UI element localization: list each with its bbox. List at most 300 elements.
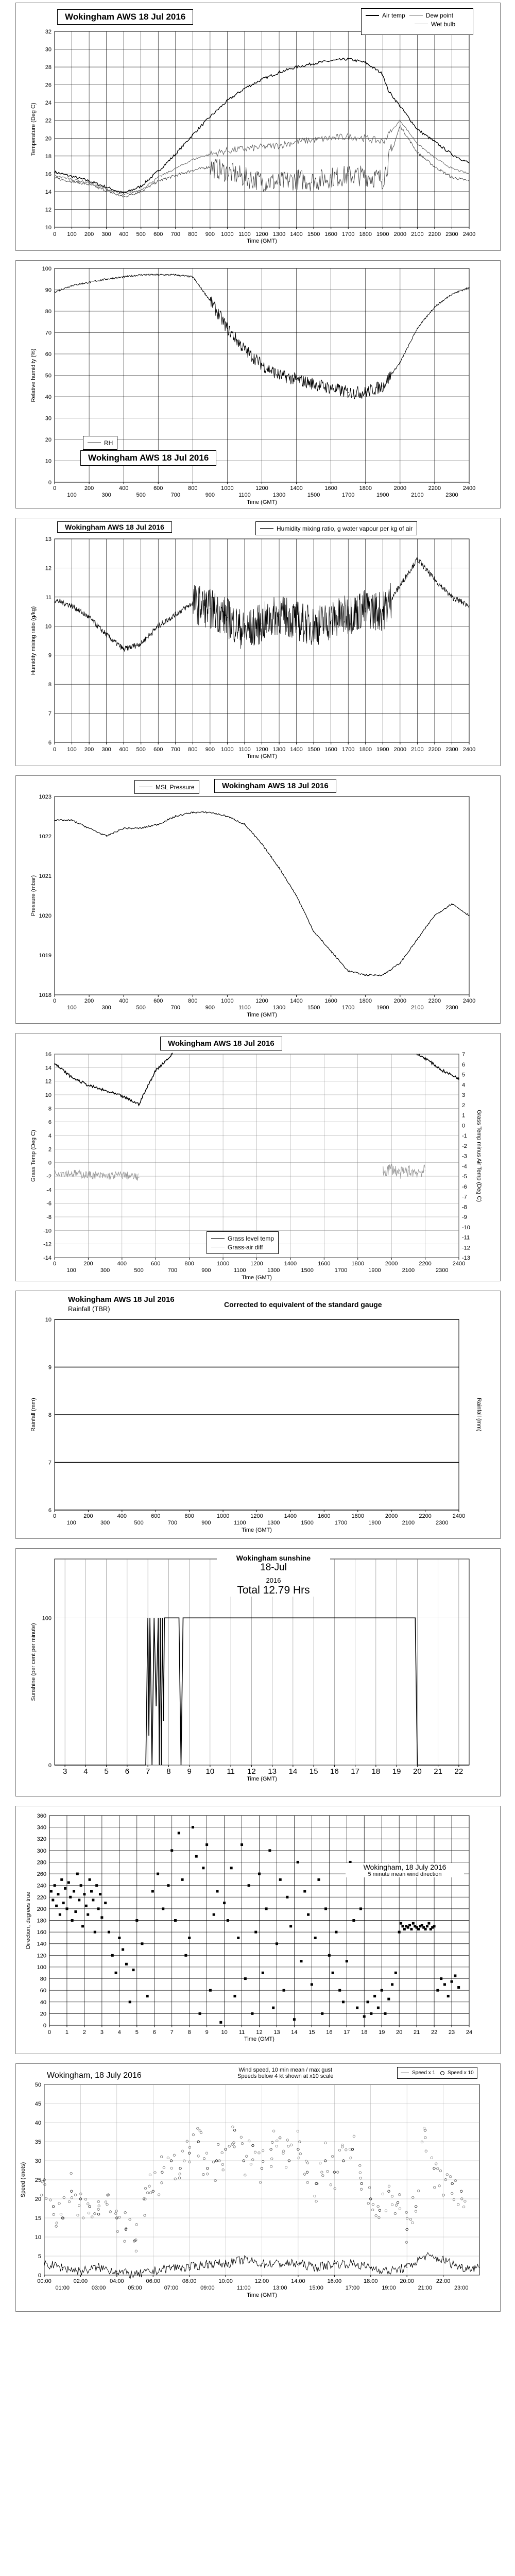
x-tick-label: 2300: [445, 492, 458, 498]
y-tick-label: 32: [45, 29, 52, 35]
speed-x1-line-point: [207, 2263, 208, 2264]
x-tick-label: 1000: [216, 1261, 230, 1267]
y-tick-label: 60: [40, 1988, 46, 1994]
legend-entry: [211, 1243, 274, 1251]
y-right-tick-label: -5: [462, 1174, 467, 1180]
y-tick-label: -10: [43, 1228, 52, 1234]
y-right-tick-label: -10: [462, 1224, 470, 1231]
x-tick-label: 2200: [428, 485, 441, 492]
mixing-ratio-chart-panel: [15, 518, 501, 766]
direction-point: [95, 1884, 98, 1887]
sunshine-title-block: [217, 1554, 330, 1597]
x-tick-label: 900: [205, 492, 215, 498]
y-tick-label: 9: [48, 652, 52, 659]
x-tick-label: 100: [67, 1005, 77, 1011]
chart-subtitle: Wind speed, 10 min mean / max gust: [238, 2067, 333, 2073]
x-tick-label: 3: [100, 2029, 104, 2036]
y-axis-title: Direction, degrees true: [25, 1891, 31, 1950]
air-temp-line-point: [158, 171, 159, 172]
direction-point: [412, 1922, 415, 1925]
direction-point: [251, 2012, 253, 2015]
x-tick-label: 1500: [301, 1267, 314, 1274]
direction-point: [237, 1937, 239, 1939]
x-tick-label: 10:00: [218, 2278, 233, 2284]
wet-bulb-line-point: [279, 145, 280, 146]
x-tick-label: 800: [188, 747, 198, 753]
y-tick-label: -12: [43, 1241, 52, 1248]
x-tick-label: 600: [151, 1261, 161, 1267]
x-tick-label: 7: [145, 1767, 150, 1776]
x-tick-label: 1600: [324, 231, 337, 238]
y-tick-label: 10: [45, 1317, 52, 1323]
x-tick-label: 500: [136, 747, 146, 753]
y-axis-title: Humidity mixing ratio (g/kg): [30, 606, 37, 675]
dew-point-line-point: [141, 191, 142, 192]
x-tick-label: 2300: [445, 747, 458, 753]
chart-title: Wokingham AWS 18 Jul 2016: [57, 9, 193, 25]
x-tick-label: 300: [100, 1267, 110, 1274]
direction-point: [254, 1931, 257, 1934]
x-tick-label: 1600: [324, 998, 337, 1004]
speed-x1-line-point: [443, 2260, 444, 2261]
direction-point: [87, 1913, 89, 1916]
y-right-tick-label: -4: [462, 1163, 467, 1170]
mixing-ratio-line-point: [141, 643, 142, 644]
x-tick-label: 200: [83, 1513, 93, 1519]
chart-subtitle: Rainfall (TBR): [68, 1305, 110, 1313]
legend-entry: [139, 783, 195, 791]
x-tick-label: 400: [118, 231, 129, 238]
y-tick-label: 15: [35, 2215, 41, 2222]
x-tick-label: 700: [170, 1005, 180, 1011]
x-tick-label: 2000: [393, 485, 407, 492]
legend: [134, 780, 199, 794]
x-tick-label: 1300: [272, 747, 286, 753]
direction-point: [227, 1919, 229, 1922]
x-tick-label: 700: [170, 492, 180, 498]
y-tick-label: 0: [38, 2273, 41, 2279]
mixing-ratio-line-point: [452, 597, 453, 598]
direction-point: [151, 1890, 154, 1892]
y-tick-label: -6: [46, 1200, 52, 1207]
x-tick-label: 23:00: [454, 2285, 469, 2291]
x-tick-label: 1000: [216, 1513, 230, 1519]
x-tick-label: 300: [101, 1005, 111, 1011]
speed-x1-line-point: [80, 2271, 81, 2272]
direction-point: [67, 1882, 70, 1884]
x-tick-label: 700: [170, 231, 180, 238]
chart-title: Wokingham, 18 July 2016: [47, 2071, 142, 2080]
mixing-ratio-line-point: [262, 623, 263, 624]
x-tick-label: 6: [125, 1767, 130, 1776]
y-tick-label: 200: [37, 1906, 46, 1912]
mixing-ratio-line-point: [106, 634, 107, 635]
legend-entry: [260, 524, 413, 533]
mixing-ratio-line-point: [244, 632, 245, 633]
speed-x1-line-point: [225, 2263, 226, 2264]
x-tick-label: 18: [361, 2029, 368, 2036]
direction-point: [55, 1905, 58, 1907]
wet-bulb-line-point: [331, 138, 332, 139]
direction-point: [289, 1925, 292, 1927]
air-temp-line-point: [417, 129, 418, 130]
y-tick-label: 10: [35, 2234, 41, 2241]
mixing-ratio-line-point: [469, 605, 470, 606]
x-tick-label: 2000: [393, 998, 407, 1004]
x-tick-label: 20:00: [400, 2278, 414, 2284]
x-tick-label: 16:00: [327, 2278, 342, 2284]
pressure-line-point: [417, 939, 418, 940]
direction-point: [129, 2001, 131, 2003]
x-tick-label: 500: [136, 1005, 146, 1011]
rh-line-point: [279, 375, 280, 376]
dew-point-line-point: [452, 177, 453, 178]
x-tick-label: 15:00: [309, 2285, 323, 2291]
direction-point: [363, 2015, 366, 2018]
x-tick-label: 500: [134, 1520, 144, 1526]
direction-point: [209, 1989, 212, 1992]
pressure-line-point: [227, 816, 228, 817]
x-tick-label: 100: [66, 1520, 76, 1526]
grass-air-diff-line-point: [54, 1172, 55, 1173]
direction-point: [94, 1931, 96, 1934]
direction-point: [241, 1843, 243, 1846]
dew-point-line-point: [417, 152, 418, 153]
x-tick-label: 2200: [428, 998, 441, 1004]
y-right-tick-label: -7: [462, 1194, 467, 1200]
direction-point: [62, 1902, 65, 1904]
air-temp-line-point: [365, 62, 366, 63]
grass-air-diff-line-point: [139, 1177, 140, 1178]
mixing-ratio-line-point: [434, 579, 435, 580]
x-tick-label: 15: [309, 1767, 318, 1776]
direction-point: [408, 1924, 411, 1926]
x-tick-label: 13:00: [272, 2285, 287, 2291]
rh-line-point: [210, 300, 211, 301]
direction-point: [426, 1925, 428, 1927]
x-tick-label: 600: [151, 1513, 161, 1519]
direction-point: [332, 1972, 334, 1974]
y-tick-label: 70: [45, 330, 52, 336]
y-tick-label: 20: [40, 2011, 46, 2018]
legend-label: Speed x 10: [448, 2070, 474, 2076]
x-tick-label: 1: [65, 2029, 69, 2036]
wet-bulb-line-point: [123, 195, 124, 196]
mixing-ratio-line-point: [382, 611, 383, 612]
x-tick-label: 100: [67, 747, 77, 753]
mixing-ratio-line-point: [348, 614, 349, 615]
rh-line-point: [313, 383, 314, 384]
direction-point: [104, 1902, 107, 1904]
direction-point: [132, 1969, 135, 1971]
mixing-ratio-line-point: [54, 600, 55, 601]
direction-point: [111, 1954, 114, 1957]
x-tick-label: 800: [188, 998, 198, 1004]
grass-temp-line-point: [139, 1104, 140, 1105]
pressure-line-point: [141, 828, 142, 829]
dew-point-line-point: [279, 182, 280, 183]
direction-point: [108, 1931, 110, 1934]
y-right-tick-label: 0: [462, 1123, 466, 1129]
y-right-tick-label: 5: [462, 1072, 466, 1078]
direction-point: [436, 1989, 439, 1992]
x-tick-label: 2400: [452, 1261, 466, 1267]
x-tick-label: 1700: [341, 747, 355, 753]
grass-temp-line-point: [88, 1085, 89, 1086]
y-axis-title: Temperature (Deg C): [30, 103, 37, 156]
direction-point: [192, 1826, 194, 1828]
y-tick-label: 40: [45, 394, 52, 400]
grass-temp-line-point: [441, 1070, 442, 1071]
direction-point: [81, 1925, 84, 1927]
x-tick-label: 06:00: [146, 2278, 161, 2284]
x-tick-label: 12: [247, 1767, 256, 1776]
grass-air-diff-line-point: [416, 1172, 417, 1173]
y-tick-label: 1020: [39, 913, 52, 919]
pressure-line-point: [158, 824, 159, 825]
legend: [397, 2067, 477, 2079]
direction-point: [407, 1926, 409, 1929]
y-tick-label: 40: [35, 2120, 41, 2126]
x-tick-label: 1200: [255, 747, 268, 753]
x-tick-label: 19: [379, 2029, 385, 2036]
humidity-chart-panel: [15, 260, 501, 509]
y-tick-label: 7: [48, 1460, 52, 1466]
pressure-line-point: [72, 820, 73, 821]
x-tick-label: 1500: [307, 231, 320, 238]
direction-point: [381, 1989, 383, 1992]
y-tick-label: 20: [45, 437, 52, 443]
rh-line-point: [400, 362, 401, 363]
pressure-line-point: [175, 816, 176, 817]
dew-point-line-point: [193, 170, 194, 171]
x-tick-label: 14: [291, 2029, 298, 2036]
speed-x1-line-point: [298, 2263, 299, 2264]
direction-point: [311, 1983, 313, 1986]
x-tick-label: 17: [344, 2029, 350, 2036]
y-tick-label: 25: [35, 2177, 41, 2183]
x-tick-label: 19:00: [382, 2285, 396, 2291]
direction-point: [457, 1986, 460, 1989]
chart-title: Wokingham AWS 18 Jul 2016: [57, 521, 172, 533]
rh-line-point: [469, 287, 470, 289]
y-right-tick-label: -3: [462, 1153, 467, 1160]
legend-entry: [440, 2069, 474, 2077]
y-tick-label: 1018: [39, 992, 52, 998]
grass-temp-chart-panel: [15, 1033, 501, 1281]
dew-point-line-point: [365, 175, 366, 176]
direction-point: [335, 1931, 337, 1934]
x-tick-label: 1100: [238, 1005, 251, 1011]
wet-bulb-line-point: [382, 141, 383, 142]
air-temp-line-point: [193, 134, 194, 135]
x-tick-label: 2: [82, 2029, 86, 2036]
direction-point: [54, 1884, 56, 1887]
pressure-line-point: [123, 828, 124, 829]
speed-x1-line-point: [334, 2263, 335, 2264]
y-right-tick-label: -12: [462, 1245, 470, 1251]
x-tick-label: 13: [268, 1767, 277, 1776]
x-tick-label: 20: [396, 2029, 403, 2036]
wet-bulb-line-point: [313, 140, 314, 141]
x-tick-label: 1400: [290, 747, 303, 753]
x-tick-label: 0: [53, 747, 57, 753]
grass-air-diff-line-point: [400, 1173, 401, 1174]
x-tick-label: 300: [101, 492, 111, 498]
y-tick-label: 20: [35, 2196, 41, 2202]
x-tick-label: 1100: [238, 492, 251, 498]
x-tick-label: 800: [188, 231, 198, 238]
air-temp-line-point: [262, 79, 263, 80]
wind-direction-title-block: [346, 1863, 464, 1877]
mixing-ratio-line-point: [72, 605, 73, 606]
wet-bulb-line-point: [348, 136, 349, 137]
x-tick-label: 200: [84, 485, 94, 492]
direction-point: [223, 1902, 226, 1904]
y-right-tick-label: -11: [462, 1234, 470, 1241]
pressure-line-point: [348, 971, 349, 972]
y-tick-label: 90: [45, 287, 52, 294]
y-tick-label: 11: [45, 594, 52, 601]
dew-point-line-point: [348, 175, 349, 176]
chart-title: [65, 1295, 178, 1314]
x-tick-label: 2200: [428, 231, 441, 238]
dew-point-line-point: [382, 179, 383, 180]
x-tick-label: 400: [117, 1513, 127, 1519]
legend-label: RH: [104, 439, 113, 447]
x-tick-label: 1400: [290, 231, 303, 238]
x-tick-label: 800: [184, 1513, 194, 1519]
direction-point: [328, 1954, 331, 1957]
x-tick-label: 12: [256, 2029, 263, 2036]
air-temp-line-point: [348, 59, 349, 60]
y-tick-label: -14: [43, 1255, 52, 1261]
x-tick-label: 200: [84, 747, 94, 753]
grass-temp-line-point: [458, 1078, 459, 1079]
direction-point: [300, 1960, 303, 1962]
direction-point: [59, 1913, 61, 1916]
x-tick-label: 600: [153, 747, 163, 753]
x-tick-label: 1000: [221, 747, 234, 753]
direction-point: [60, 1878, 63, 1881]
legend: [361, 8, 473, 35]
x-tick-label: 21: [434, 1767, 442, 1776]
y-tick-label: 7: [48, 710, 52, 717]
y-tick-label: 160: [37, 1929, 46, 1936]
air-temp-line-point: [89, 180, 90, 181]
x-tick-label: 1200: [255, 231, 268, 238]
x-tick-label: 17:00: [345, 2285, 360, 2291]
direction-point: [314, 1937, 317, 1939]
y-tick-label: 340: [37, 1824, 46, 1831]
dew-point-line-point: [296, 179, 297, 180]
speed-x1-line-point: [352, 2263, 353, 2264]
y-tick-label: 10: [45, 458, 52, 465]
speed-x1-line-point: [388, 2271, 389, 2272]
air-temp-line-point: [382, 74, 383, 75]
rh-line-point: [417, 328, 418, 329]
pressure-chart-panel: [15, 775, 501, 1024]
speed-x1-line-point: [134, 2275, 135, 2276]
x-tick-label: 2200: [428, 747, 441, 753]
x-tick-label: 100: [66, 1267, 76, 1274]
y-right-tick-label: 1: [462, 1112, 466, 1119]
direction-point: [244, 1977, 247, 1980]
dew-point-line-point: [434, 166, 435, 167]
x-tick-label: 10: [221, 2029, 228, 2036]
mixing-ratio-line-point: [89, 617, 90, 618]
mixing-ratio-line-point: [227, 617, 228, 618]
x-tick-label: 1400: [284, 1513, 297, 1519]
x-tick-label: 00:00: [37, 2278, 52, 2284]
x-tick-label: 1300: [272, 492, 286, 498]
mixing-ratio-line-point: [313, 625, 314, 626]
speed-x1-line-point: [171, 2267, 172, 2268]
air-temp-line-point: [54, 172, 55, 173]
x-tick-label: 500: [136, 492, 146, 498]
direction-point: [403, 1928, 406, 1930]
dew-point-line-point: [227, 172, 228, 173]
x-tick-label: 17: [351, 1767, 359, 1776]
direction-point: [440, 1977, 442, 1980]
x-tick-label: 1200: [250, 1513, 263, 1519]
direction-point: [359, 1907, 362, 1910]
legend-label: Air temp: [382, 11, 405, 19]
air-temp-line-point: [452, 154, 453, 155]
y-tick-label: 30: [35, 2158, 41, 2164]
direction-point: [233, 1995, 236, 1997]
y-tick-label: 140: [37, 1941, 46, 1947]
chart-title: Wokingham AWS 18 Jul 2016: [160, 1037, 282, 1050]
direction-point: [100, 1916, 103, 1919]
mixing-ratio-line-point: [123, 649, 124, 650]
dew-point-line-point: [313, 180, 314, 181]
x-tick-label: 1900: [376, 1005, 389, 1011]
grass-temp-line-point: [155, 1070, 156, 1071]
wet-bulb-line-point: [452, 168, 453, 169]
y-right-tick-label: 4: [462, 1082, 466, 1089]
direction-point: [293, 2018, 296, 2021]
x-tick-label: 1700: [341, 492, 355, 498]
x-tick-label: 1000: [221, 231, 234, 238]
direction-point: [205, 1843, 208, 1846]
x-tick-label: 700: [167, 1520, 178, 1526]
wet-bulb-line-point: [89, 182, 90, 183]
direction-point: [370, 2012, 372, 2015]
humidity-chart-svg: [16, 261, 500, 508]
y-tick-label: 260: [37, 1871, 46, 1878]
legend-entry: [415, 20, 469, 28]
y-tick-label: -8: [46, 1214, 52, 1221]
x-tick-label: 1100: [233, 1267, 246, 1274]
y-tick-label: 40: [40, 1999, 46, 2006]
y-axis-title: Sunshine (per cent per minute): [30, 1623, 37, 1701]
x-tick-label: 1500: [307, 1005, 320, 1011]
air-temp-line-point: [279, 72, 280, 73]
air-temp-line-point: [469, 163, 470, 164]
speed-x1-line-point: [280, 2263, 281, 2264]
x-tick-label: 700: [167, 1267, 178, 1274]
x-tick-label: 2000: [385, 1513, 398, 1519]
y-axis-title: Rainfall (mm): [30, 1398, 37, 1432]
x-tick-label: 16: [326, 2029, 333, 2036]
direction-point: [80, 1884, 82, 1887]
air-temp-line-point: [400, 106, 401, 107]
rh-line-point: [158, 275, 159, 276]
y-tick-label: 1023: [39, 794, 52, 800]
x-tick-label: 900: [205, 231, 215, 238]
plot-area: [55, 796, 469, 995]
